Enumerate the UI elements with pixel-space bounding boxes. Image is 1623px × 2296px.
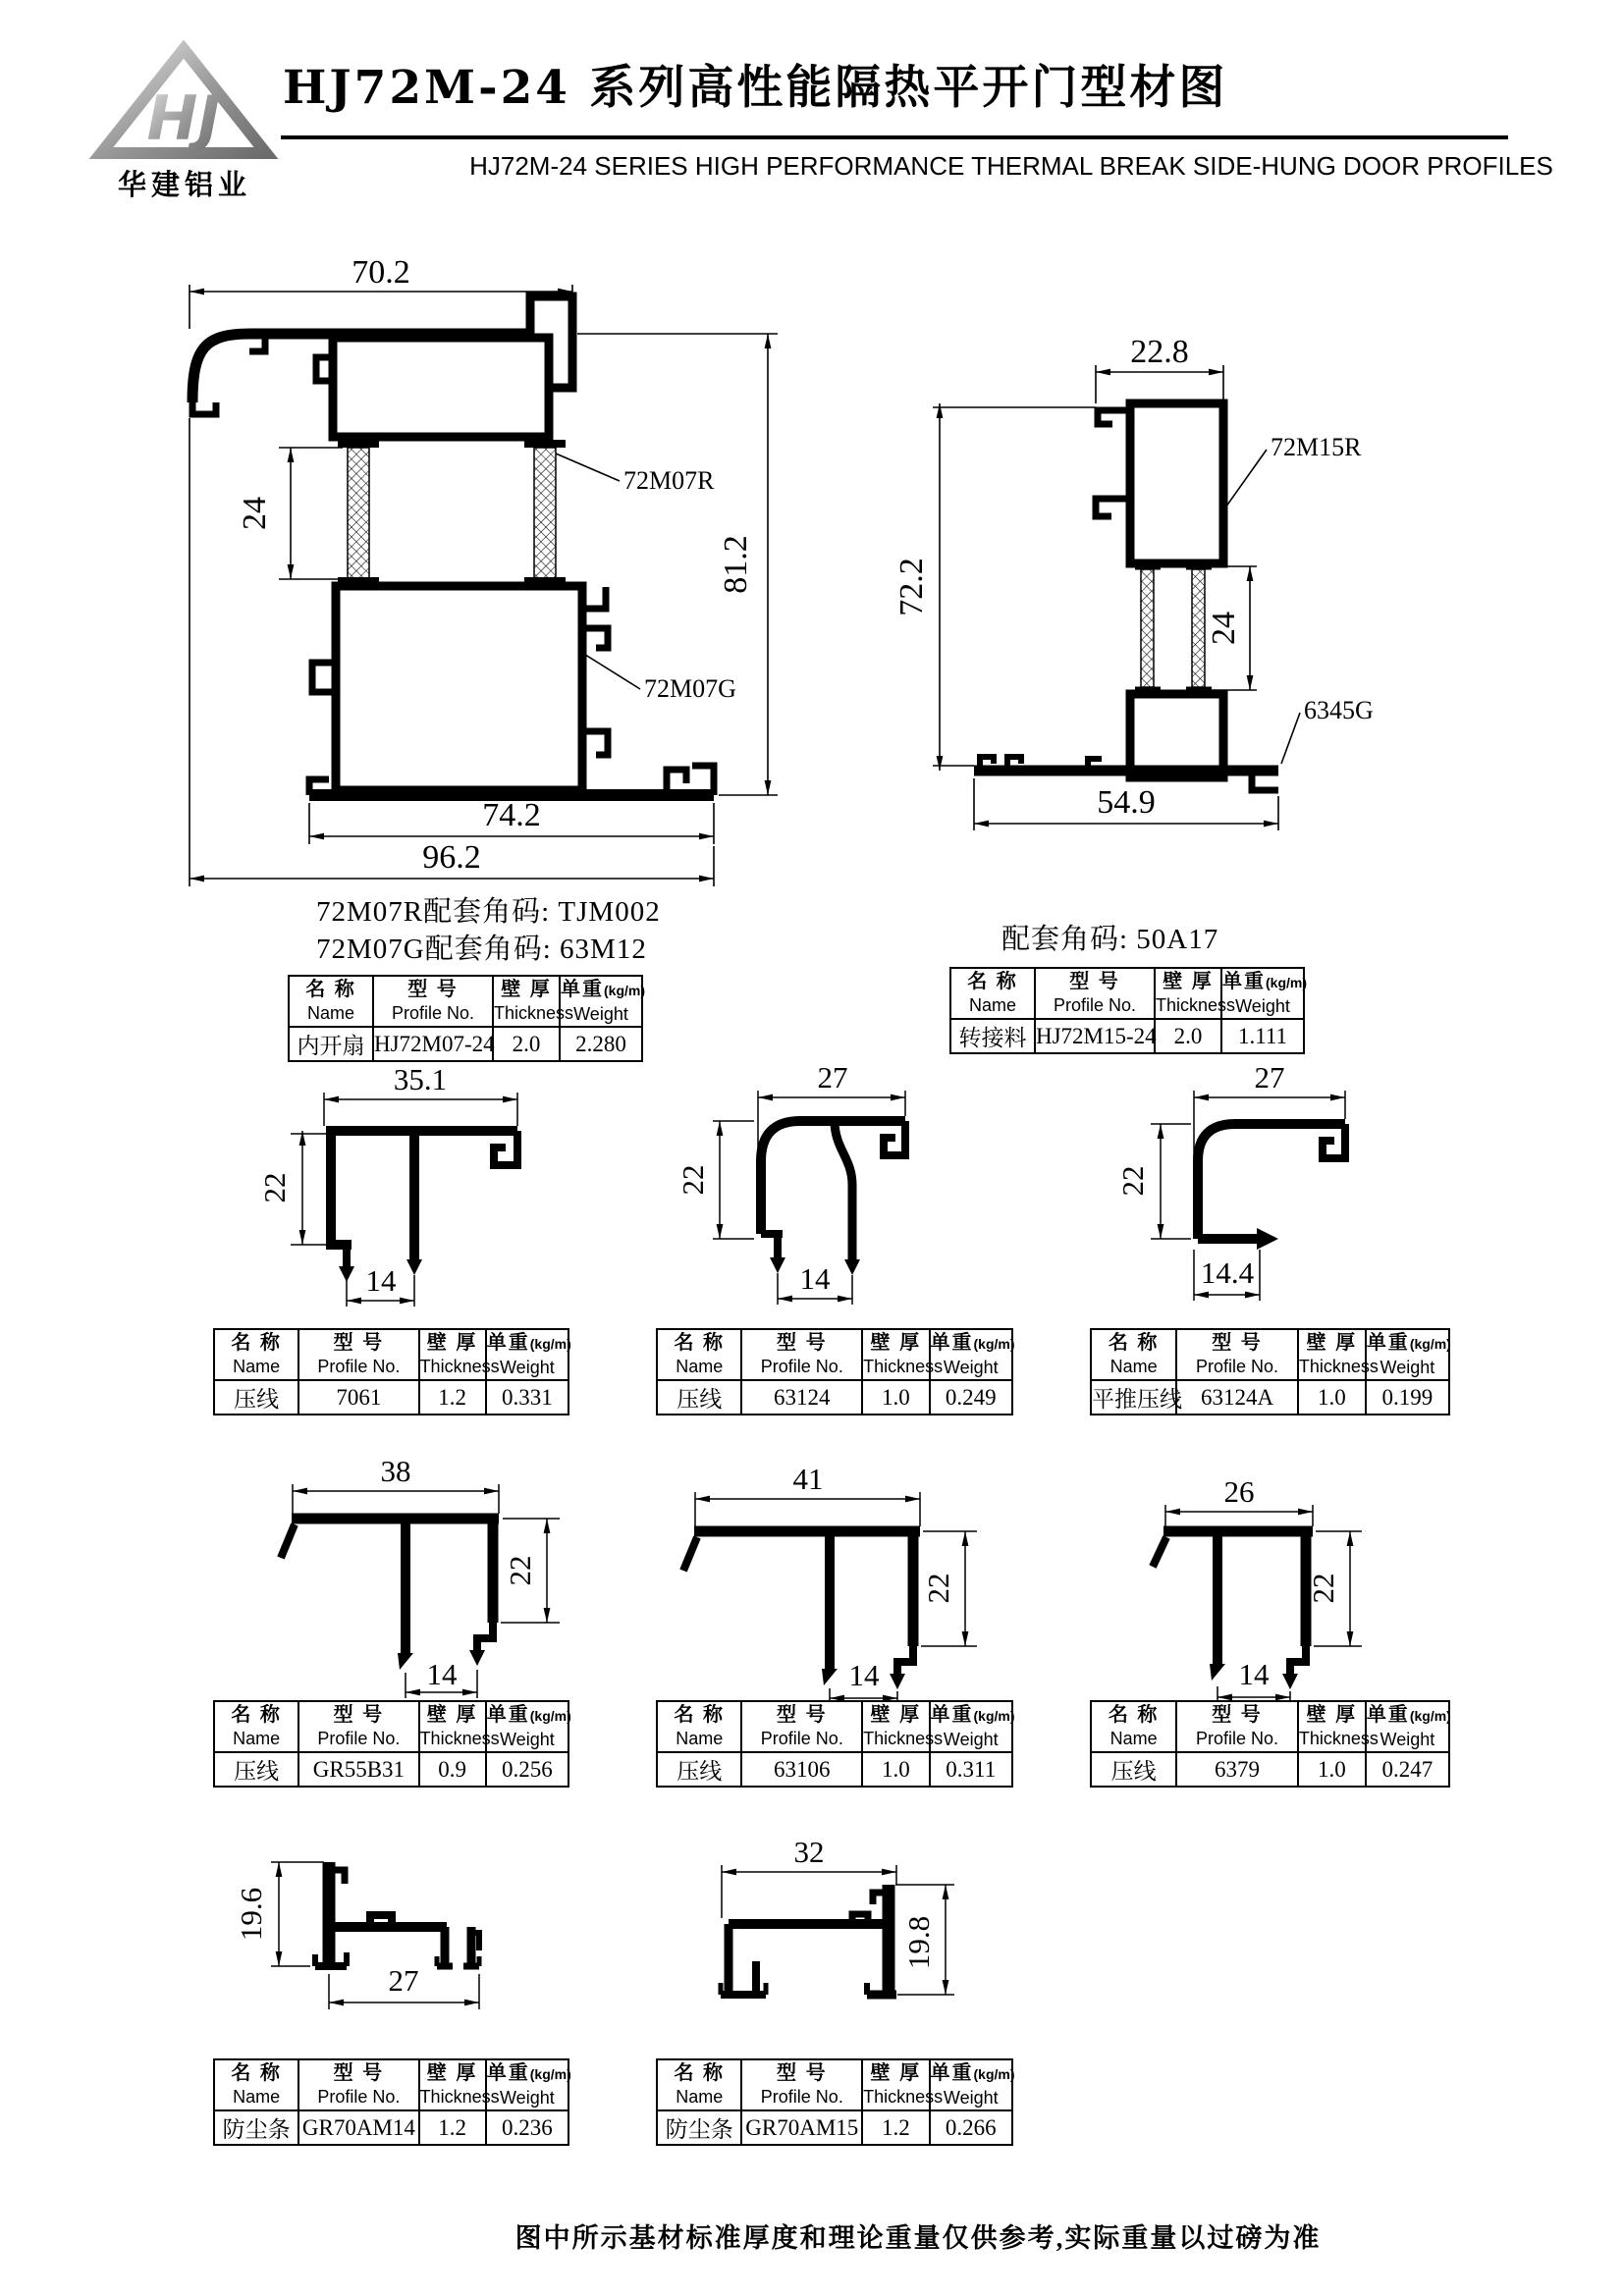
profile-geometry (281, 1519, 499, 1670)
header-weight: 单重(kg/m) Weight (560, 976, 642, 1027)
table-data-row (950, 1019, 1304, 1053)
cell-name: 压线 (214, 1752, 298, 1787)
table-header-row (214, 1701, 568, 1752)
dim-height: 22 (676, 1164, 710, 1196)
header-weight: 单重(kg/m) Weight (930, 2059, 1012, 2110)
header-name: 名 称 Name (1091, 1701, 1176, 1752)
table-data-row (1091, 1380, 1449, 1415)
cell-weight: 0.256 (486, 1752, 568, 1787)
mid-leg (835, 1121, 852, 1261)
right-foot (469, 1650, 485, 1666)
table-header-row (657, 1329, 1012, 1380)
drawing-bead-gr55b31 (275, 1454, 569, 1708)
note-50a17-corner-code: 配套角码: 50A17 (1001, 924, 1219, 955)
page-title-cn: HJ72M-24 系列高性能隔热平开门型材图 (283, 61, 1228, 115)
header-thickness: 壁 厚 Thickness (862, 1701, 929, 1752)
header-model: 型 号 Profile No. (373, 976, 493, 1027)
table-data-row (657, 1380, 1012, 1415)
header-thickness: 壁 厚 Thickness (862, 1329, 929, 1380)
table-header-row (657, 2059, 1012, 2110)
right-prongs (445, 1927, 471, 1966)
cell-thickness: 1.2 (419, 2110, 486, 2145)
profile-geometry (315, 1862, 479, 1966)
profile-geometry (721, 1885, 896, 1995)
cell-weight: 0.249 (930, 1380, 1012, 1415)
dim-top-width: 70.2 (352, 254, 410, 291)
mid-left-hook (1096, 499, 1130, 516)
dim-bottom-width: 54.9 (1097, 784, 1156, 821)
note-72m07r-corner-code: 72M07R配套角码: TJM002 (316, 896, 661, 928)
profile-geometry (974, 403, 1278, 790)
spec-table-gr70am14 (213, 2058, 569, 2146)
dim-overall-height: 81.2 (718, 535, 754, 594)
cell-weight: 0.266 (930, 2110, 1012, 2145)
nose-hook (192, 402, 216, 414)
lower-chamber (1130, 694, 1223, 777)
dim-top-width: 27 (1254, 1060, 1285, 1095)
note-72m07g-corner-code: 72M07G配套角码: 63M12 (316, 934, 647, 965)
cell-name: 压线 (657, 1380, 741, 1415)
header-model: 型 号 Profile No. (298, 1329, 418, 1380)
dim-bottom-outer: 96.2 (422, 839, 481, 876)
table-header-row (214, 2059, 568, 2110)
dim-top-width: 22.8 (1130, 334, 1189, 370)
drawing-bead-7061 (257, 1062, 550, 1320)
header-weight: 单重(kg/m) Weight (1366, 1701, 1449, 1752)
left-tick (1153, 1537, 1166, 1567)
spec-table-6379 (1090, 1700, 1450, 1788)
profile-geometry (1198, 1124, 1345, 1250)
header-weight: 单重(kg/m) Weight (486, 1701, 568, 1752)
header-name: 名 称 Name (657, 2059, 741, 2110)
header-thickness: 壁 厚 Thickness (862, 2059, 929, 2110)
thermal-break-strips (338, 444, 566, 581)
thermal-break-strips (1135, 566, 1212, 690)
cell-name: 转接料 (950, 1019, 1035, 1053)
left-wall (331, 1131, 352, 1245)
cell-model: GR70AM15 (741, 2110, 862, 2145)
right-hook (1290, 1646, 1306, 1676)
dim-top-width: 38 (380, 1454, 411, 1488)
table-data-row (657, 1752, 1012, 1787)
callout-72m07g: 72M07G (644, 674, 736, 703)
mid-foot (822, 1669, 838, 1685)
dim-thermal-gap: 24 (1206, 612, 1242, 645)
dim-top-width: 26 (1223, 1474, 1255, 1509)
profile-geometry (192, 296, 714, 795)
mid-foot (844, 1259, 860, 1275)
cell-thickness: 1.2 (862, 2110, 929, 2145)
dim-top-width: 41 (792, 1462, 824, 1496)
cell-thickness: 1.0 (1298, 1380, 1366, 1415)
cell-thickness: 1.0 (862, 1380, 929, 1415)
dim-thermal-gap: 24 (237, 497, 273, 530)
drawing-bead-6379 (1139, 1463, 1424, 1708)
cell-name: 压线 (214, 1380, 298, 1415)
profile-geometry (1153, 1531, 1313, 1689)
dim-bottom-inner: 74.2 (482, 797, 541, 833)
header-name: 名 称 Name (214, 1329, 298, 1380)
cell-model: HJ72M07-24 (373, 1027, 493, 1061)
table-header-row (950, 968, 1304, 1019)
right-hook (897, 1646, 913, 1676)
spec-table-door-sash (288, 975, 643, 1062)
header-model: 型 号 Profile No. (298, 1701, 418, 1752)
dim-height: 22 (257, 1172, 292, 1203)
dim-height: 22 (921, 1573, 955, 1604)
logo-monogram: HJ (146, 82, 221, 154)
dim-height: 19.8 (901, 1915, 936, 1970)
drawing-adapter-section (893, 324, 1453, 854)
header-model: 型 号 Profile No. (741, 1701, 862, 1752)
page-title-en: HJ72M-24 SERIES HIGH PERFORMANCE THERMAL BREAK SIDE-HUNG DOOR PROFILES (469, 151, 1553, 181)
drawing-door-sash-section (118, 236, 864, 923)
cell-name: 防尘条 (214, 2110, 298, 2145)
header-name: 名 称 Name (289, 976, 373, 1027)
spec-table-adapter (949, 967, 1305, 1054)
header-thickness: 壁 厚 Thickness (493, 976, 560, 1027)
dim-overall-height: 72.2 (893, 558, 930, 616)
table-data-row (657, 2110, 1012, 2145)
cell-name: 压线 (657, 1752, 741, 1787)
table-data-row (214, 2110, 568, 2145)
header-weight: 单重(kg/m) Weight (930, 1329, 1012, 1380)
spec-table-63124 (656, 1328, 1013, 1415)
table-header-row (214, 1329, 568, 1380)
dimension-lines (291, 1093, 517, 1307)
header-name: 名 称 Name (657, 1701, 741, 1752)
cell-weight: 2.280 (560, 1027, 642, 1061)
drawing-dust-strip-gr70am14 (236, 1850, 511, 2027)
table-header-row (1091, 1329, 1449, 1380)
header-thickness: 壁 厚 Thickness (1298, 1329, 1366, 1380)
dim-height: 22 (1306, 1573, 1340, 1604)
header-thickness: 壁 厚 Thickness (1298, 1701, 1366, 1752)
header-model: 型 号 Profile No. (1035, 968, 1155, 1019)
cell-name: 平推压线 (1091, 1380, 1176, 1415)
right-foot (1282, 1674, 1298, 1689)
cell-weight: 0.331 (486, 1380, 568, 1415)
mid-foot (406, 1259, 422, 1275)
cell-name: 内开扇 (289, 1027, 373, 1061)
callout-72m07r: 72M07R (623, 466, 715, 495)
header-model: 型 号 Profile No. (1176, 1701, 1298, 1752)
drawing-bead-63124 (676, 1060, 933, 1320)
cell-weight: 0.199 (1366, 1380, 1449, 1415)
right-foot (890, 1674, 905, 1689)
mid-foot (398, 1653, 413, 1670)
table-data-row (1091, 1752, 1449, 1787)
cell-thickness: 0.9 (419, 1752, 486, 1787)
dim-bottom-width: 14 (1238, 1657, 1270, 1691)
header-thickness: 壁 厚 Thickness (419, 1329, 486, 1380)
table-header-row (289, 976, 642, 1027)
cell-model: 63124 (741, 1380, 862, 1415)
spec-table-63124a (1090, 1328, 1450, 1415)
company-logo-mark (93, 41, 275, 161)
upper-chamber (333, 338, 549, 437)
shelf-tip (1257, 1228, 1278, 1250)
dim-bottom-width: 14 (426, 1657, 458, 1691)
dim-top-width: 27 (817, 1060, 848, 1095)
cell-thickness: 1.2 (419, 1380, 486, 1415)
cell-thickness: 1.0 (1298, 1752, 1366, 1787)
left-tick (683, 1537, 697, 1571)
dim-bottom-width: 14.4 (1200, 1255, 1255, 1290)
header-thickness: 壁 厚 Thickness (419, 1701, 486, 1752)
cell-weight: 0.311 (930, 1752, 1012, 1787)
profile-geometry (326, 1131, 517, 1282)
footer-note: 图中所示基材标准厚度和理论重量仅供参考,实际重量以过磅为准 (514, 2223, 1322, 2253)
company-name: 华建铝业 (117, 170, 251, 201)
drawing-bead-63124a (1115, 1060, 1404, 1320)
header-model: 型 号 Profile No. (741, 1329, 862, 1380)
header-weight: 单重(kg/m) Weight (486, 1329, 568, 1380)
header-name: 名 称 Name (1091, 1329, 1176, 1380)
table-header-row (1091, 1701, 1449, 1752)
cell-model: GR55B31 (298, 1752, 418, 1787)
cell-model: 63106 (741, 1752, 862, 1787)
table-data-row (214, 1380, 568, 1415)
cell-model: 63124A (1176, 1380, 1298, 1415)
table-data-row (214, 1752, 568, 1787)
upper-left-hook (1098, 410, 1130, 424)
header-model: 型 号 Profile No. (298, 2059, 418, 2110)
cell-thickness: 2.0 (493, 1027, 560, 1061)
cell-weight: 1.111 (1221, 1019, 1304, 1053)
header-weight: 单重(kg/m) Weight (930, 1701, 1012, 1752)
dim-height: 19.6 (234, 1887, 268, 1942)
dim-bottom-width: 27 (388, 1963, 419, 1998)
dim-height: 22 (1115, 1165, 1150, 1197)
header-model: 型 号 Profile No. (1176, 1329, 1298, 1380)
header-model: 型 号 Profile No. (741, 2059, 862, 2110)
right-hook (477, 1623, 493, 1652)
spec-table-gr70am15 (656, 2058, 1013, 2146)
drawing-bead-63106 (677, 1463, 992, 1708)
table-header-row (657, 1701, 1012, 1752)
right-c-hook (884, 1121, 905, 1155)
header-weight: 单重(kg/m) Weight (486, 2059, 568, 2110)
header-weight: 单重(kg/m) Weight (1366, 1329, 1449, 1380)
cell-model: 6379 (1176, 1752, 1298, 1787)
profile-geometry (683, 1531, 920, 1689)
strip-clamps (338, 444, 566, 581)
cell-weight: 0.247 (1366, 1752, 1449, 1787)
cell-model: HJ72M15-24 (1035, 1019, 1155, 1053)
left-foot (770, 1257, 785, 1273)
spec-table-gr55b31 (213, 1700, 569, 1788)
table-data-row (289, 1027, 642, 1061)
cell-thickness: 1.0 (862, 1752, 929, 1787)
upper-chamber (1130, 403, 1223, 563)
callout-leaders (1223, 450, 1300, 764)
header-name: 名 称 Name (657, 1329, 741, 1380)
callout-72m15r: 72M15R (1271, 433, 1362, 461)
cell-name: 压线 (1091, 1752, 1176, 1787)
lower-chamber (336, 586, 582, 790)
right-c-hook (1323, 1124, 1345, 1158)
mid-foot (1210, 1664, 1225, 1681)
dim-height: 22 (503, 1555, 537, 1586)
header-thickness: 壁 厚 Thickness (1155, 968, 1221, 1019)
drawing-dust-strip-gr70am15 (687, 1835, 1001, 2020)
dim-bottom-width: 14 (365, 1263, 397, 1298)
left-tick (281, 1524, 295, 1558)
header-weight: 单重(kg/m) Weight (1221, 968, 1304, 1019)
title-underline (281, 135, 1508, 139)
dim-bottom-width: 14 (848, 1658, 880, 1692)
dim-top-width: 32 (793, 1835, 825, 1869)
cell-name: 防尘条 (657, 2110, 741, 2145)
callout-6345g: 6345G (1304, 696, 1374, 724)
cell-thickness: 2.0 (1155, 1019, 1221, 1053)
cell-model: GR70AM14 (298, 2110, 418, 2145)
spec-table-7061 (213, 1328, 569, 1415)
header-name: 名 称 Name (214, 1701, 298, 1752)
header-name: 名 称 Name (950, 968, 1035, 1019)
header-thickness: 壁 厚 Thickness (419, 2059, 486, 2110)
right-c-hook (494, 1131, 517, 1165)
cell-weight: 0.236 (486, 2110, 568, 2145)
dimension-lines (933, 365, 1300, 830)
dim-top-width: 35.1 (393, 1062, 448, 1096)
dim-bottom-width: 14 (799, 1261, 831, 1296)
profile-geometry (761, 1121, 905, 1275)
header-name: 名 称 Name (214, 2059, 298, 2110)
spec-table-63106 (656, 1700, 1013, 1788)
cell-model: 7061 (298, 1380, 418, 1415)
